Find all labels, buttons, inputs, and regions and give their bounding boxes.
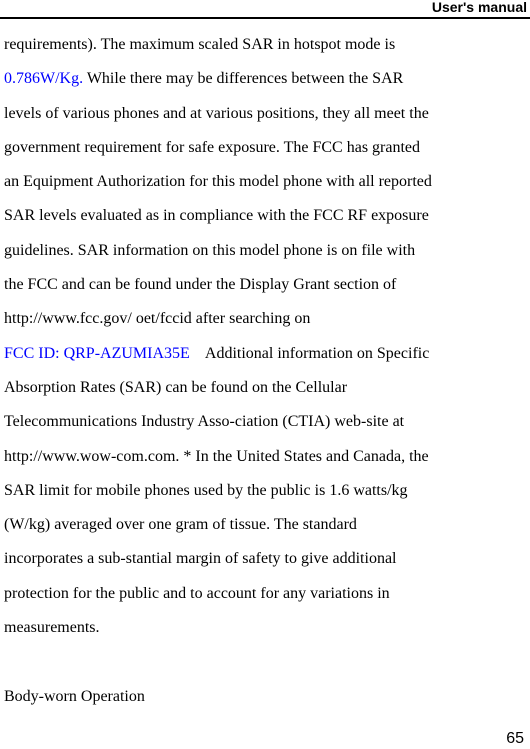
fcc-url-line: http://www.fcc.gov/ oet/fccid after searching on bbox=[4, 310, 311, 328]
sar-value: 0.786W/Kg. bbox=[4, 70, 84, 88]
page-number: 65 bbox=[506, 730, 524, 747]
text-line: guidelines. SAR information on this model phone is on file with bbox=[4, 241, 416, 259]
page-header bbox=[0, 0, 530, 19]
text-line: SAR limit for mobile phones used by the public is 1.6 watts/kg bbox=[4, 481, 408, 499]
text-line: (W/kg) averaged over one gram of tissue. The standard bbox=[4, 516, 357, 534]
text-line: incorporates a sub-stantial margin of safety to give additional bbox=[4, 550, 397, 568]
header-title: User's manual bbox=[431, 0, 527, 15]
fcc-id: FCC ID: QRP-AZUMIA35E bbox=[4, 344, 190, 362]
text-line: levels of various phones and at various positions, they all meet the bbox=[4, 104, 429, 122]
text-line: the FCC and can be found under the Display Grant section of bbox=[4, 276, 397, 294]
body-text bbox=[4, 28, 524, 714]
text-line: Telecommunications Industry Asso-ciation (CTIA) web-site at bbox=[4, 413, 405, 431]
text-line: requirements). The maximum scaled SAR in hotspot mode is bbox=[4, 36, 396, 53]
text-line: protection for the public and to account for any variations in bbox=[4, 584, 390, 602]
ctia-url-line: http://www.wow-com.com. * In the United States and Canada, the bbox=[4, 447, 429, 465]
text-fragment: Additional information on Specific bbox=[189, 344, 430, 362]
text-line: government requirement for safe exposure. The FCC has granted bbox=[4, 138, 421, 156]
text-line bbox=[4, 62, 524, 96]
section-heading: Body-worn Operation bbox=[4, 687, 145, 705]
text-line: Absorption Rates (SAR) can be found on the Cellular bbox=[4, 378, 348, 396]
text-line: SAR levels evaluated as in compliance with the FCC RF exposure bbox=[4, 207, 429, 225]
text-line bbox=[4, 337, 524, 371]
paragraph-spacer bbox=[4, 645, 524, 679]
text-fragment: While there may be differences between the SAR bbox=[83, 70, 404, 88]
text-line: an Equipment Authorization for this model phone with all reported bbox=[4, 173, 432, 191]
text-line: measurements. bbox=[4, 619, 100, 637]
